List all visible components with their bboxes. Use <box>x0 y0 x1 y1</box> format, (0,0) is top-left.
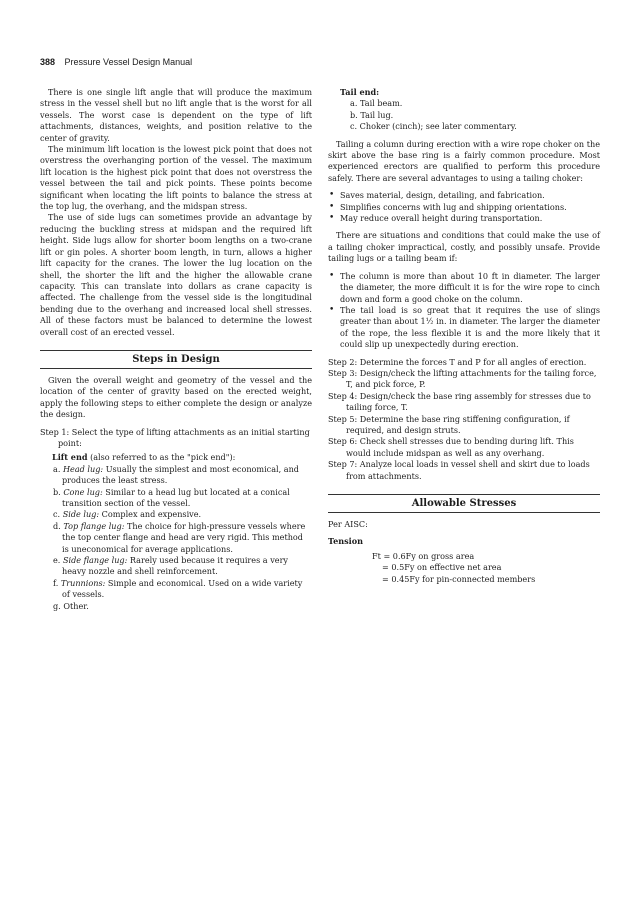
right-column <box>328 87 600 585</box>
running-header <box>40 57 192 67</box>
tension-label: Tension <box>328 536 364 547</box>
steps-intro-paragraph: Given the overall weight and geometry of the vessel and the location of the center of gravity based on the erected weight, apply the following steps to either complete the design or analyze the design. <box>40 374 312 420</box>
formula-line: Ft = 0.6Fy on gross area <box>372 550 475 561</box>
formula-line: = 0.45Fy for pin-connected members <box>382 573 536 584</box>
item-letter: b. <box>53 486 61 497</box>
item-desc: Complex and expensive. <box>99 509 202 520</box>
formula-line: = 0.5Fy on effective net area <box>382 562 502 573</box>
step-1: Step 1: Select the type of lifting attachments as an initial starting point: <box>40 426 310 448</box>
tension-formulas <box>328 551 600 585</box>
step-item: Step 6: Check shell stresses due to bending during lift. This would include midspan as well as any overhang. <box>328 436 574 458</box>
lift-item <box>40 487 312 510</box>
intro-paragraph: The use of side lugs can sometimes provide an advantage by reducing the buckling stress at midspan and the required lift height. Side lugs allow for shorter boom lengths on a two-crane lift or gin poles. A shorter boom length, in turn, allows a higher lift capacity for the cranes. The lower the lug location on the shell, the shorter the lift and the higher the allowable crane capacity. This can translate into dollars as crane capacity is affected. The challenge from the vessel side is the longitudinal bending due to the overhang and increased local shell stresses. All of these factors must be balanced to determine the lowest overall cost of an erected vessel. <box>40 212 312 337</box>
advantage-item: • May reduce overall height during transportation. <box>328 213 600 224</box>
lift-item <box>40 578 312 601</box>
item-desc: Usually the simplest and most economical, and produces the least stress. <box>62 463 299 486</box>
item-letter: e. <box>53 555 61 566</box>
step-item: Step 2: Determine the forces T and P for all angles of erection. <box>328 356 587 367</box>
item-desc: Rarely used because it requires a very heavy nozzle and shell reinforcement. <box>62 555 289 577</box>
step-item: Step 4: Design/check the base ring assembly for stresses due to tailing force, T. <box>328 390 591 413</box>
advantage-item: • Simplifies concerns with lug and shipping orientations. <box>328 202 600 213</box>
tailing-paragraph: Tailing a column during erection with a wire rope choker on the skirt above the base ring is a fairly common procedure. Most experienced erectors are qualified to perform this procedure safely. There are several advantages to using a tailing choker: <box>328 138 600 183</box>
steps-in-design-heading: Steps in Design <box>40 350 312 369</box>
step-item: Step 5: Determine the base ring stiffening configuration, if required, and design struts. <box>328 413 570 435</box>
item-name: Cone lug: <box>63 486 103 497</box>
item-desc: Other. <box>63 600 89 611</box>
item-letter: d. <box>53 520 61 531</box>
item-letter: a. <box>53 463 61 474</box>
item-desc: Simple and economical. Used on a wide variety of vessels. <box>62 577 303 600</box>
lift-item <box>40 521 312 555</box>
condition-item: • The column is more than about 10 ft in diameter. The larger the diameter, the more difficult it is for the wire rope to cinch down and form a good choke on the column. <box>328 271 600 305</box>
intro-paragraph: The minimum lift location is the lowest pick point that does not overstress the overhanging portion of the vessel. The maximum lift location is the highest pick point that does not overstress the vessel between the tail and pick points. These points become significant when locating the lift points to balance the stress at the top lug, the overhang, and the midspan stress. <box>40 144 312 212</box>
allowable-stresses-heading: Allowable Stresses <box>328 494 600 513</box>
lift-item <box>40 509 312 520</box>
advantages-list <box>328 190 600 224</box>
item-desc: The choice for high-pressure vessels where the top center flange and head are very rigid. This method is uneconomical for average applications. <box>62 520 306 554</box>
condition-item: • The tail load is so great that it requires the use of slings greater than about 1½ in. in diameter. The larger the diameter of the rope, the less flexible it is and the more likely that it could slip up unexpectedly during erection. <box>328 305 600 351</box>
per-aisc-label: Per AISC: <box>328 519 368 529</box>
item-letter: g. <box>53 600 61 611</box>
lift-item <box>40 555 312 578</box>
conditions-list <box>328 271 600 351</box>
book-title: Pressure Vessel Design Manual <box>64 57 193 67</box>
page-number: 388 <box>40 57 56 67</box>
item-name: Trunnions: <box>60 577 106 588</box>
lift-end-note: (also referred to as the "pick end"): <box>87 452 236 463</box>
item-name: Side lug: <box>62 509 100 520</box>
tail-item: b. Tail lug. <box>350 109 394 120</box>
tail-item: c. Choker (cinch); see later commentary. <box>350 121 517 132</box>
tail-item: a. Tail beam. <box>350 98 403 109</box>
tail-end-label: Tail end: <box>340 87 380 97</box>
item-desc: Similar to a head lug but located at a conical transition section of the vessel. <box>62 486 290 508</box>
lift-end-label: Lift end <box>52 452 88 463</box>
lift-end-line <box>40 452 312 463</box>
lift-end-list <box>40 464 312 612</box>
item-name: Top flange lug: <box>63 520 125 531</box>
step-item: Step 7: Analyze local loads in vessel shell and skirt due to loads from attachments. <box>328 459 590 481</box>
item-letter: c. <box>53 509 61 520</box>
item-name: Head lug: <box>62 463 104 474</box>
steps-list <box>328 357 600 482</box>
left-column <box>40 87 312 612</box>
item-letter: f. <box>53 577 59 588</box>
impractical-paragraph: There are situations and conditions that could make the use of a tailing choker impractical, costly, and possibly unsafe. Provide tailing lugs or a tailing beam if: <box>328 230 600 264</box>
lift-item <box>40 601 312 612</box>
advantage-item: • Saves material, design, detailing, and fabrication. <box>328 190 600 201</box>
step-item: Step 3: Design/check the lifting attachments for the tailing force, T, and pick force, P. <box>328 367 597 390</box>
lift-item <box>40 464 312 487</box>
item-name: Side flange lug: <box>62 555 128 566</box>
intro-paragraph: There is one single lift angle that will produce the maximum stress in the vessel shell but no lift angle that is the worst for all vessels. The worst case is dependent on the type of lift attachments, distances, weights, and position relative to the center of gravity. <box>40 87 312 143</box>
